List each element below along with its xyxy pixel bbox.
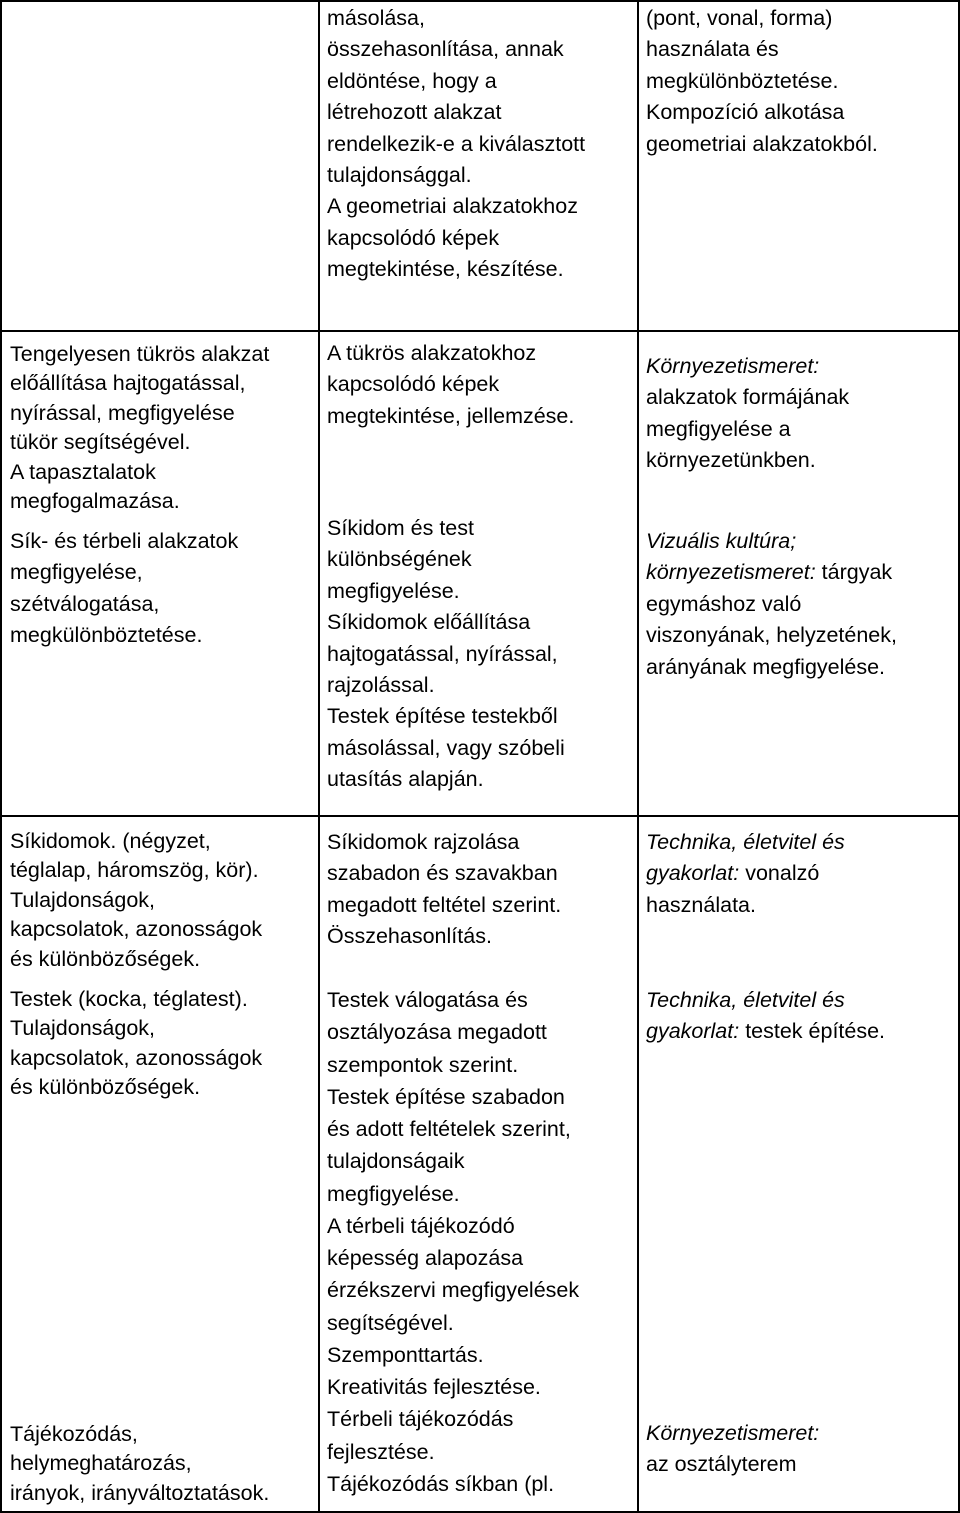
table-border-left xyxy=(0,0,2,1513)
table-cell-text: Környezetismeret: alakzatok formájának megfigyelése a környezetünkben. xyxy=(646,354,850,473)
table-cell-text: Környezetismeret: az osztályterem xyxy=(646,1421,820,1477)
row-divider xyxy=(0,815,960,817)
table-cell-text: Síkidomok rajzolása szabadon és szavakban megadott feltétel szerint. Összehasonlítás. xyxy=(327,830,562,949)
table-cell-text: Síkidom és test különbségének megfigyelése. Síkidomok előállítása hajtogatással, nyírással, rajzolással. Testek építése testekből másolással, vagy szóbeli utasítás alapján. xyxy=(327,516,565,791)
table-cell-text: Tengelyesen tükrös alakzat előállítása hajtogatással, nyírással, megfigyelése tükör segítségével. A tapasztalatok megfogalmazása. xyxy=(10,342,270,514)
table-cell-text: A tükrös alakzatokhoz kapcsolódó képek megtekintése, jellemzése. xyxy=(327,341,575,428)
table-cell-text: Vizuális kultúra; környezetismeret: tárgyak egymáshoz való viszonyának, helyzetének, arányának megfigyelése. xyxy=(646,529,897,679)
column-divider xyxy=(637,0,639,1513)
column-divider xyxy=(318,0,320,1513)
table-cell-text: Testek (kocka, téglatest). Tulajdonságok, kapcsolatok, azonosságok és különbözőségek. xyxy=(10,987,263,1100)
table-cell-text: Sík- és térbeli alakzatok megfigyelése, szétválogatása, megkülönböztetése. xyxy=(10,529,239,648)
table-cell-text: Technika, életvitel és gyakorlat: testek építése. xyxy=(646,988,886,1044)
table-cell-text: Síkidomok. (négyzet, téglalap, háromszög, kör). Tulajdonságok, kapcsolatok, azonosságok és különbözőségek. xyxy=(10,829,263,971)
table-cell-text: Testek válogatása és osztályozása megadott szempontok szerint. Testek építése szabadon és adott feltételek szerint, tulajdonságaik megfigyelése. A térbeli tájékozódó képesség alapozása érzékszervi megfigyelések segítségével. Szemponttartás. Kreativitás fejlesztése. Térbeli tájékozódás fejlesztése. Tájékozódás síkban (pl. xyxy=(327,988,580,1496)
row-divider xyxy=(0,330,960,332)
table-cell-text: Technika, életvitel és gyakorlat: vonalzó használata. xyxy=(646,830,845,917)
table-cell-text: másolása, összehasonlítása, annak eldöntése, hogy a létrehozott alakzat rendelkezik-e a kiválasztott tulajdonsággal. A geometriai alakzatokhoz kapcsolódó képek megtekintése, készítése. xyxy=(327,6,586,281)
table-cell-text: (pont, vonal, forma) használata és megkülönböztetése. Kompozíció alkotása geometriai alakzatokból. xyxy=(646,6,878,156)
table-border-top xyxy=(0,0,960,2)
table-cell-text: Tájékozódás, helymeghatározás, irányok, irányváltoztatások. xyxy=(10,1422,270,1505)
